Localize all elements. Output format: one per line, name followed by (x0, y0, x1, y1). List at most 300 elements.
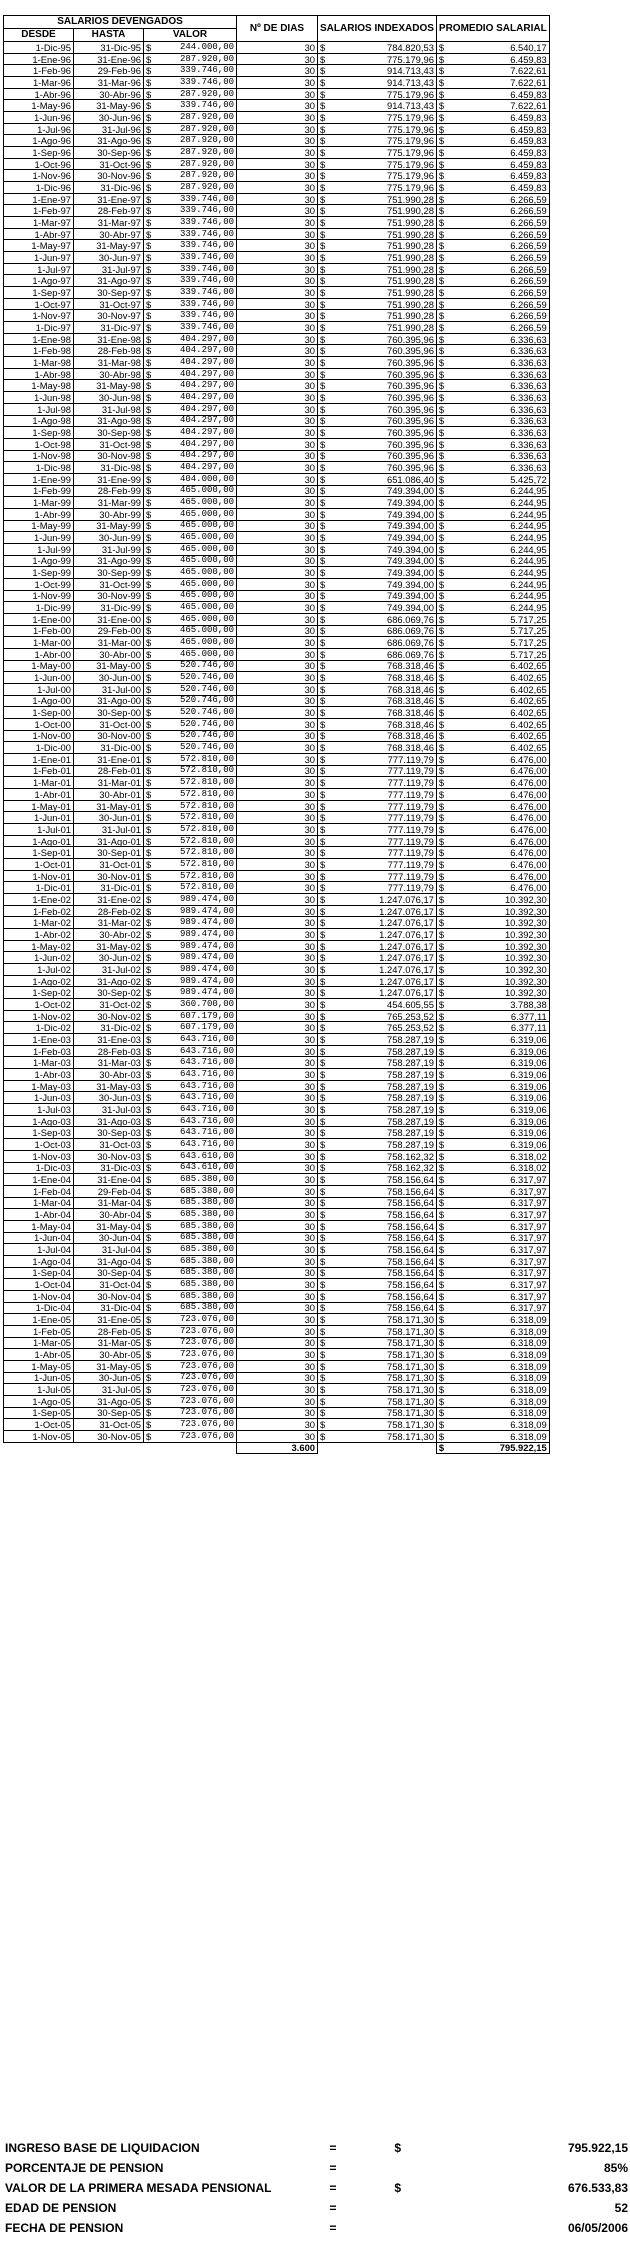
cell-desde: 1-Jul-00 (4, 683, 74, 695)
currency-symbol: $ (438, 742, 445, 754)
cell-promedio (436, 917, 549, 929)
cell-dias: 30 (237, 800, 318, 812)
currency-symbol: $ (438, 216, 445, 228)
promedio-amount: 6.266,59 (510, 275, 547, 287)
cell-hasta: 31-Oct-98 (74, 438, 144, 450)
cell-desde: 1-Ago-02 (4, 975, 74, 987)
cell-valor (144, 648, 237, 660)
cell-hasta: 30-Sep-98 (74, 427, 144, 439)
currency-symbol: $ (438, 146, 445, 158)
table-row (4, 567, 550, 579)
table-row (4, 1325, 550, 1337)
cell-dias: 30 (237, 1419, 318, 1431)
currency-symbol: $ (320, 1337, 326, 1349)
cell-promedio (436, 1360, 549, 1372)
cell-indexado (318, 975, 437, 987)
indexado-amount: 758.156,64 (386, 1279, 434, 1291)
table-row (4, 929, 550, 941)
cell-dias: 30 (237, 263, 318, 275)
promedio-amount: 6.266,59 (510, 193, 547, 205)
table-row (4, 1395, 550, 1407)
cell-valor (144, 112, 237, 124)
promedio-amount: 10.392,30 (504, 940, 547, 952)
cell-desde: 1-Nov-98 (4, 450, 74, 462)
promedio-amount: 10.392,30 (504, 975, 547, 987)
table-row (4, 835, 550, 847)
cell-promedio (436, 1372, 549, 1384)
cell-dias: 30 (237, 53, 318, 65)
cell-valor (144, 1244, 237, 1256)
cell-promedio (436, 578, 549, 590)
indexado-amount: 686.069,76 (386, 613, 434, 625)
cell-dias: 30 (237, 917, 318, 929)
cell-hasta: 31-Jul-04 (74, 1244, 144, 1256)
cell-dias: 30 (237, 952, 318, 964)
currency-symbol: $ (146, 41, 152, 53)
currency-symbol: $ (146, 905, 152, 917)
table-row (4, 263, 550, 275)
table-row (4, 1337, 550, 1349)
table-row (4, 450, 550, 462)
currency-symbol: $ (146, 893, 152, 905)
promedio-amount: 6.476,00 (510, 788, 547, 800)
cell-indexado (318, 123, 437, 135)
cell-indexado (318, 859, 437, 871)
table-row (4, 1104, 550, 1116)
promedio-amount: 6.319,06 (510, 1115, 547, 1127)
cell-desde: 1-Jul-01 (4, 824, 74, 836)
cell-indexado (318, 450, 437, 462)
valor-amount: 685.380,00 (179, 1279, 234, 1290)
cell-hasta: 30-Sep-00 (74, 707, 144, 719)
currency-symbol: $ (146, 590, 152, 602)
cell-valor (144, 1139, 237, 1151)
cell-dias: 30 (237, 1407, 318, 1419)
currency-symbol: $ (438, 1220, 445, 1232)
cell-desde: 1-Ene-05 (4, 1314, 74, 1326)
cell-promedio (436, 1395, 549, 1407)
summary-label: FECHA DE PENSION (5, 2221, 124, 2235)
valor-amount: 685.380,00 (179, 1174, 234, 1184)
promedio-amount: 10.392,30 (504, 893, 547, 905)
cell-indexado (318, 368, 437, 380)
cell-promedio (436, 999, 549, 1011)
cell-valor (144, 1115, 237, 1127)
cell-desde: 1-Dic-97 (4, 322, 74, 334)
cell-dias: 30 (237, 170, 318, 182)
cell-hasta: 31-Mar-97 (74, 217, 144, 229)
currency-symbol: $ (438, 1337, 445, 1349)
cell-valor (144, 1395, 237, 1407)
indexado-amount: 1.247.076,17 (379, 905, 434, 917)
currency-symbol: $ (320, 613, 326, 625)
currency-symbol: $ (438, 917, 445, 929)
valor-amount: 465.000,00 (179, 497, 234, 508)
valor-amount: 465.000,00 (179, 648, 234, 659)
currency-symbol: $ (438, 1255, 445, 1267)
indexado-amount: 760.395,96 (386, 368, 434, 380)
cell-indexado (318, 205, 437, 217)
currency-symbol: $ (438, 765, 445, 777)
indexado-amount: 777.119,79 (387, 858, 434, 870)
cell-desde: 1-May-98 (4, 380, 74, 392)
cell-hasta: 30-Jun-00 (74, 672, 144, 684)
currency-symbol: $ (320, 1232, 326, 1244)
cell-indexado (318, 1232, 437, 1244)
indexado-amount: 777.119,79 (387, 847, 434, 859)
currency-symbol: $ (320, 823, 326, 835)
cell-promedio (436, 438, 549, 450)
currency-symbol: $ (320, 333, 326, 345)
cell-dias: 30 (237, 789, 318, 801)
indexado-amount: 1.247.076,17 (379, 952, 434, 964)
currency-symbol: $ (320, 53, 326, 65)
cell-indexado (318, 742, 437, 754)
currency-symbol: $ (320, 1197, 326, 1209)
cell-desde: 1-Mar-99 (4, 497, 74, 509)
currency-symbol: $ (146, 940, 152, 952)
table-row (4, 975, 550, 987)
cell-hasta: 31-Ene-04 (74, 1174, 144, 1186)
cell-desde: 1-May-04 (4, 1220, 74, 1232)
currency-symbol: $ (146, 998, 152, 1010)
currency-symbol: $ (146, 812, 152, 824)
currency-symbol: $ (438, 286, 445, 298)
valor-amount: 339.746,00 (179, 263, 234, 274)
cell-promedio (436, 1022, 549, 1034)
promedio-amount: 6.318,09 (510, 1407, 547, 1419)
currency-symbol: $ (320, 567, 326, 579)
cell-dias: 30 (237, 193, 318, 205)
currency-symbol: $ (320, 847, 326, 859)
indexado-amount: 914.713,43 (386, 76, 434, 88)
table-row (4, 578, 550, 590)
cell-indexado (318, 964, 437, 976)
cell-promedio (436, 1325, 549, 1337)
valor-amount: 989.474,00 (179, 917, 234, 928)
valor-amount: 339.746,00 (179, 286, 234, 297)
valor-amount: 572.810,00 (179, 788, 234, 799)
cell-desde: 1-May-03 (4, 1080, 74, 1092)
cell-hasta: 29-Feb-00 (74, 625, 144, 637)
cell-indexado (318, 53, 437, 65)
table-row (4, 1279, 550, 1291)
currency-symbol: $ (320, 1360, 326, 1372)
cell-dias: 30 (237, 520, 318, 532)
currency-symbol: $ (146, 788, 152, 800)
promedio-amount: 6.319,06 (510, 1127, 547, 1139)
cell-promedio (436, 1349, 549, 1361)
currency-symbol: $ (146, 858, 152, 870)
promedio-amount: 6.336,63 (510, 345, 547, 357)
currency-symbol: $ (320, 1349, 326, 1361)
cell-desde: 1-Jun-98 (4, 392, 74, 404)
valor-amount: 607.179,00 (179, 1022, 234, 1033)
cell-desde: 1-Ene-00 (4, 613, 74, 625)
cell-indexado (318, 812, 437, 824)
cell-promedio (436, 263, 549, 275)
cell-indexado (318, 473, 437, 485)
cell-hasta: 31-Ago-98 (74, 415, 144, 427)
cell-promedio (436, 1104, 549, 1116)
indexado-amount: 777.119,79 (387, 870, 434, 882)
cell-valor (144, 217, 237, 229)
cell-promedio (436, 1290, 549, 1302)
indexado-amount: 758.156,64 (386, 1220, 434, 1232)
currency-symbol: $ (320, 1279, 326, 1291)
cell-desde: 1-Oct-97 (4, 298, 74, 310)
promedio-amount: 5.717,25 (510, 637, 547, 649)
cell-dias: 30 (237, 1244, 318, 1256)
currency-symbol: $ (320, 1372, 326, 1384)
cell-dias: 30 (237, 1069, 318, 1081)
cell-hasta: 31-Jul-97 (74, 263, 144, 275)
table-row (4, 1057, 550, 1069)
indexado-amount: 749.394,00 (386, 532, 434, 544)
table-row (4, 182, 550, 194)
table-row (4, 637, 550, 649)
cell-valor (144, 1279, 237, 1291)
currency-symbol: $ (146, 88, 152, 100)
promedio-amount: 6.336,63 (510, 391, 547, 403)
promedio-amount: 6.319,06 (510, 1033, 547, 1045)
table-row (4, 964, 550, 976)
currency-symbol: $ (146, 146, 152, 158)
table-row (4, 135, 550, 147)
cell-dias: 30 (237, 1302, 318, 1314)
table-row (4, 765, 550, 777)
cell-dias: 30 (237, 1395, 318, 1407)
currency-symbol: $ (438, 1430, 445, 1442)
cell-hasta: 30-Jun-99 (74, 532, 144, 544)
table-row (4, 648, 550, 660)
cell-dias: 30 (237, 929, 318, 941)
currency-symbol: $ (320, 251, 326, 263)
cell-promedio (436, 718, 549, 730)
table-row (4, 1045, 550, 1057)
currency-symbol: $ (438, 788, 445, 800)
cell-desde: 1-Ago-98 (4, 415, 74, 427)
valor-amount: 643.716,00 (179, 1115, 234, 1126)
cell-promedio (436, 847, 549, 859)
cell-desde: 1-Jun-02 (4, 952, 74, 964)
cell-hasta: 28-Feb-97 (74, 205, 144, 217)
cell-dias: 30 (237, 1010, 318, 1022)
currency-symbol: $ (438, 893, 445, 905)
currency-symbol: $ (146, 170, 152, 182)
currency-symbol: $ (146, 718, 152, 730)
cell-dias: 30 (237, 765, 318, 777)
cell-hasta: 30-Abr-96 (74, 88, 144, 100)
table-row (4, 1360, 550, 1372)
currency-symbol: $ (146, 380, 152, 392)
cell-hasta: 31-Mar-96 (74, 77, 144, 89)
currency-symbol: $ (320, 158, 326, 170)
cell-promedio (436, 42, 549, 54)
cell-hasta: 30-Sep-04 (74, 1267, 144, 1279)
currency-symbol: $ (320, 742, 326, 754)
currency-symbol: $ (146, 298, 152, 310)
valor-amount: 287.920,00 (179, 88, 234, 99)
promedio-amount: 6.476,00 (510, 835, 547, 847)
table-row (4, 1115, 550, 1127)
cell-valor (144, 310, 237, 322)
valor-amount: 572.810,00 (179, 835, 234, 846)
cell-promedio (436, 298, 549, 310)
cell-dias: 30 (237, 322, 318, 334)
cell-indexado (318, 1115, 437, 1127)
cell-hasta: 30-Sep-97 (74, 287, 144, 299)
header-salarios-devengados: SALARIOS DEVENGADOS (4, 16, 237, 29)
currency-symbol: $ (438, 952, 445, 964)
currency-symbol: $ (438, 1372, 445, 1384)
cell-promedio (436, 1244, 549, 1256)
cell-valor (144, 683, 237, 695)
valor-amount: 607.179,00 (179, 1010, 234, 1021)
currency-symbol: $ (320, 263, 326, 275)
currency-symbol: $ (320, 321, 326, 333)
valor-amount: 685.380,00 (179, 1244, 234, 1255)
valor-amount: 287.920,00 (179, 146, 234, 157)
currency-symbol: $ (438, 812, 445, 824)
currency-symbol: $ (438, 1360, 445, 1372)
currency-symbol: $ (438, 683, 445, 695)
promedio-amount: 6.318,09 (510, 1314, 547, 1326)
cell-promedio (436, 1162, 549, 1174)
table-row (4, 1384, 550, 1396)
indexado-amount: 751.990,28 (386, 275, 434, 287)
table-row (4, 730, 550, 742)
currency-symbol: $ (320, 1302, 326, 1314)
currency-symbol: $ (320, 1185, 326, 1197)
cell-desde: 1-Jul-99 (4, 543, 74, 555)
table-row (4, 1430, 550, 1442)
indexado-amount: 777.119,79 (387, 812, 434, 824)
cell-dias: 30 (237, 147, 318, 159)
currency-symbol: $ (438, 532, 445, 544)
promedio-amount: 6.402,65 (510, 730, 547, 742)
currency-symbol: $ (146, 286, 152, 298)
currency-symbol: $ (320, 812, 326, 824)
currency-symbol: $ (320, 473, 326, 485)
promedio-amount: 6.317,97 (510, 1244, 547, 1256)
currency-symbol: $ (146, 1162, 152, 1174)
table-row (4, 894, 550, 906)
currency-symbol: $ (438, 1045, 445, 1057)
valor-amount: 520.746,00 (179, 707, 234, 718)
cell-dias: 30 (237, 637, 318, 649)
currency-symbol: $ (438, 1033, 445, 1045)
cell-promedio (436, 812, 549, 824)
table-row (4, 88, 550, 100)
cell-desde: 1-Mar-03 (4, 1057, 74, 1069)
cell-promedio (436, 1150, 549, 1162)
promedio-amount: 6.319,06 (510, 1138, 547, 1150)
currency-symbol: $ (146, 1325, 152, 1337)
table-row (4, 368, 550, 380)
table-row (4, 532, 550, 544)
cell-promedio (436, 205, 549, 217)
promedio-amount: 6.459,83 (510, 135, 547, 147)
valor-amount: 287.920,00 (179, 181, 234, 192)
promedio-amount: 6.319,06 (510, 1057, 547, 1069)
cell-hasta: 30-Nov-03 (74, 1150, 144, 1162)
promedio-amount: 6.476,00 (510, 753, 547, 765)
cell-hasta: 31-Oct-04 (74, 1279, 144, 1291)
valor-amount: 465.000,00 (179, 543, 234, 554)
cell-promedio (436, 380, 549, 392)
cell-promedio (436, 322, 549, 334)
table-row (4, 345, 550, 357)
indexado-amount: 760.395,96 (386, 450, 434, 462)
cell-desde: 1-Jun-00 (4, 672, 74, 684)
currency-symbol: $ (438, 882, 445, 894)
cell-desde: 1-Ago-03 (4, 1115, 74, 1127)
table-row (4, 905, 550, 917)
valor-amount: 572.810,00 (179, 765, 234, 776)
currency-symbol: $ (320, 1395, 326, 1407)
currency-symbol: $ (146, 263, 152, 275)
cell-dias: 30 (237, 835, 318, 847)
cell-valor (144, 1314, 237, 1326)
cell-valor (144, 800, 237, 812)
promedio-amount: 6.244,95 (510, 543, 547, 555)
cell-promedio (436, 1232, 549, 1244)
valor-amount: 572.810,00 (179, 847, 234, 858)
salary-table (3, 15, 550, 1454)
currency-symbol: $ (320, 205, 326, 217)
cell-indexado (318, 1244, 437, 1256)
currency-symbol: $ (146, 730, 152, 742)
valor-amount: 404.297,00 (179, 427, 234, 437)
cell-dias: 30 (237, 88, 318, 100)
currency-symbol: $ (320, 65, 326, 77)
cell-hasta: 30-Jun-98 (74, 392, 144, 404)
cell-desde: 1-Jun-05 (4, 1372, 74, 1384)
table-row (4, 1092, 550, 1104)
cell-valor (144, 917, 237, 929)
total-currency: $ (438, 1442, 445, 1454)
cell-hasta: 31-Ago-96 (74, 135, 144, 147)
cell-promedio (436, 415, 549, 427)
promedio-amount: 6.266,59 (510, 205, 547, 217)
promedio-amount: 7.622,61 (510, 100, 547, 112)
cell-valor (144, 1150, 237, 1162)
table-row (4, 520, 550, 532)
valor-amount: 643.716,00 (179, 1092, 234, 1103)
cell-promedio (436, 403, 549, 415)
valor-amount: 685.380,00 (179, 1185, 234, 1196)
cell-desde: 1-Oct-02 (4, 999, 74, 1011)
currency-symbol: $ (438, 485, 445, 497)
cell-desde: 1-Nov-01 (4, 870, 74, 882)
cell-indexado (318, 1349, 437, 1361)
table-row (4, 882, 550, 894)
cell-dias: 30 (237, 65, 318, 77)
cell-valor (144, 894, 237, 906)
cell-hasta: 31-Dic-97 (74, 322, 144, 334)
cell-valor (144, 485, 237, 497)
cell-valor (144, 263, 237, 275)
cell-desde: 1-Jun-01 (4, 812, 74, 824)
header-hasta: HASTA (74, 29, 144, 42)
indexado-amount: 758.156,64 (386, 1267, 434, 1279)
cell-desde: 1-Ago-04 (4, 1255, 74, 1267)
cell-promedio (436, 695, 549, 707)
table-row (4, 683, 550, 695)
currency-symbol: $ (320, 111, 326, 123)
indexado-amount: 758.156,64 (386, 1209, 434, 1221)
